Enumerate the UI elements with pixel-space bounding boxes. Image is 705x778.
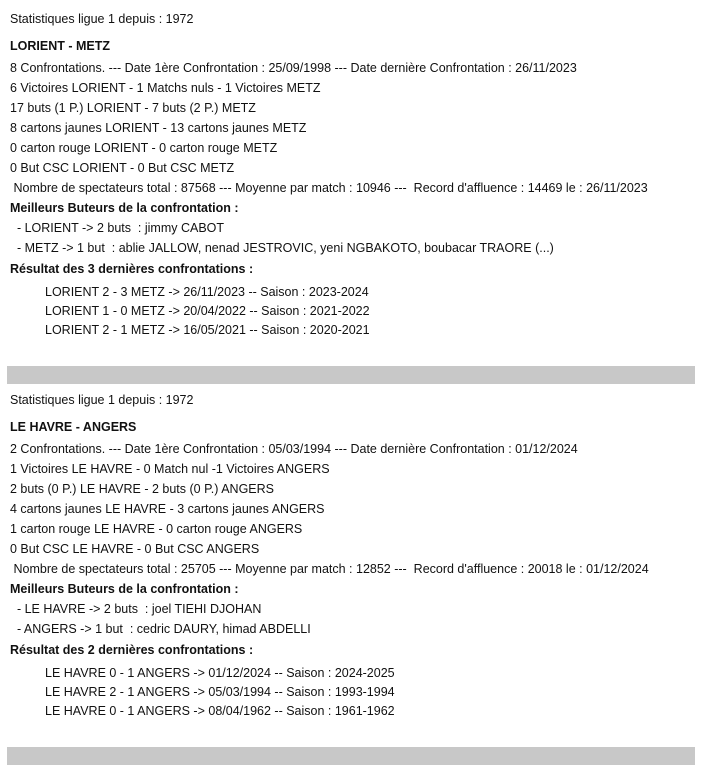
- section-header: Statistiques ligue 1 depuis : 1972: [10, 12, 194, 26]
- scorer-line: - LE HAVRE -> 2 buts : joel TIEHI DJOHAN: [10, 602, 262, 616]
- stats-spectators: Nombre de spectateurs total : 25705 --- Moyenne par match : 12852 --- Record d'affluence : 20018 le : 01/12/2024: [10, 562, 649, 576]
- scorers-heading: Meilleurs Buteurs de la confrontation :: [10, 201, 239, 215]
- stats-victories: 1 Victoires LE HAVRE - 0 Match nul -1 Victoires ANGERS: [10, 462, 330, 476]
- result-line: LE HAVRE 2 - 1 ANGERS -> 05/03/1994 -- Saison : 1993-1994: [45, 685, 395, 699]
- result-line: LE HAVRE 0 - 1 ANGERS -> 08/04/1962 -- Saison : 1961-1962: [45, 704, 395, 718]
- stats-goals: 2 buts (0 P.) LE HAVRE - 2 buts (0 P.) ANGERS: [10, 482, 275, 496]
- scorer-line: - ANGERS -> 1 but : cedric DAURY, himad ABDELLI: [10, 622, 311, 636]
- stats-victories: 6 Victoires LORIENT - 1 Matchs nuls - 1 Victoires METZ: [10, 81, 321, 95]
- section-divider: [7, 366, 695, 384]
- stats-red-cards: 1 carton rouge LE HAVRE - 0 carton rouge ANGERS: [10, 522, 303, 536]
- scorer-line: - LORIENT -> 2 buts : jimmy CABOT: [10, 221, 225, 235]
- match-title: LORIENT - METZ: [10, 39, 110, 53]
- stats-goals: 17 buts (1 P.) LORIENT - 7 buts (2 P.) METZ: [10, 101, 256, 115]
- result-line: LE HAVRE 0 - 1 ANGERS -> 01/12/2024 -- Saison : 2024-2025: [45, 666, 395, 680]
- result-line: LORIENT 2 - 3 METZ -> 26/11/2023 -- Saison : 2023-2024: [45, 285, 369, 299]
- match-title: LE HAVRE - ANGERS: [10, 420, 137, 434]
- stats-confrontations: 2 Confrontations. --- Date 1ère Confrontation : 05/03/1994 --- Date dernière Confrontation : 01/12/2024: [10, 442, 578, 456]
- stats-yellow-cards: 8 cartons jaunes LORIENT - 13 cartons jaunes METZ: [10, 121, 307, 135]
- result-line: LORIENT 2 - 1 METZ -> 16/05/2021 -- Saison : 2020-2021: [45, 323, 370, 337]
- stats-yellow-cards: 4 cartons jaunes LE HAVRE - 3 cartons jaunes ANGERS: [10, 502, 325, 516]
- section-divider: [7, 747, 695, 765]
- stats-confrontations: 8 Confrontations. --- Date 1ère Confrontation : 25/09/1998 --- Date dernière Confrontation : 26/11/2023: [10, 61, 577, 75]
- results-heading: Résultat des 3 dernières confrontations :: [10, 262, 254, 276]
- results-heading: Résultat des 2 dernières confrontations :: [10, 643, 254, 657]
- stats-red-cards: 0 carton rouge LORIENT - 0 carton rouge METZ: [10, 141, 278, 155]
- scorers-heading: Meilleurs Buteurs de la confrontation :: [10, 582, 239, 596]
- stats-own-goals: 0 But CSC LE HAVRE - 0 But CSC ANGERS: [10, 542, 260, 556]
- stats-spectators: Nombre de spectateurs total : 87568 --- Moyenne par match : 10946 --- Record d'affluence : 14469 le : 26/11/2023: [10, 181, 648, 195]
- result-line: LORIENT 1 - 0 METZ -> 20/04/2022 -- Saison : 2021-2022: [45, 304, 370, 318]
- scorer-line: - METZ -> 1 but : ablie JALLOW, nenad JESTROVIC, yeni NGBAKOTO, boubacar TRAORE (...): [10, 241, 554, 255]
- stats-own-goals: 0 But CSC LORIENT - 0 But CSC METZ: [10, 161, 235, 175]
- section-header: Statistiques ligue 1 depuis : 1972: [10, 393, 194, 407]
